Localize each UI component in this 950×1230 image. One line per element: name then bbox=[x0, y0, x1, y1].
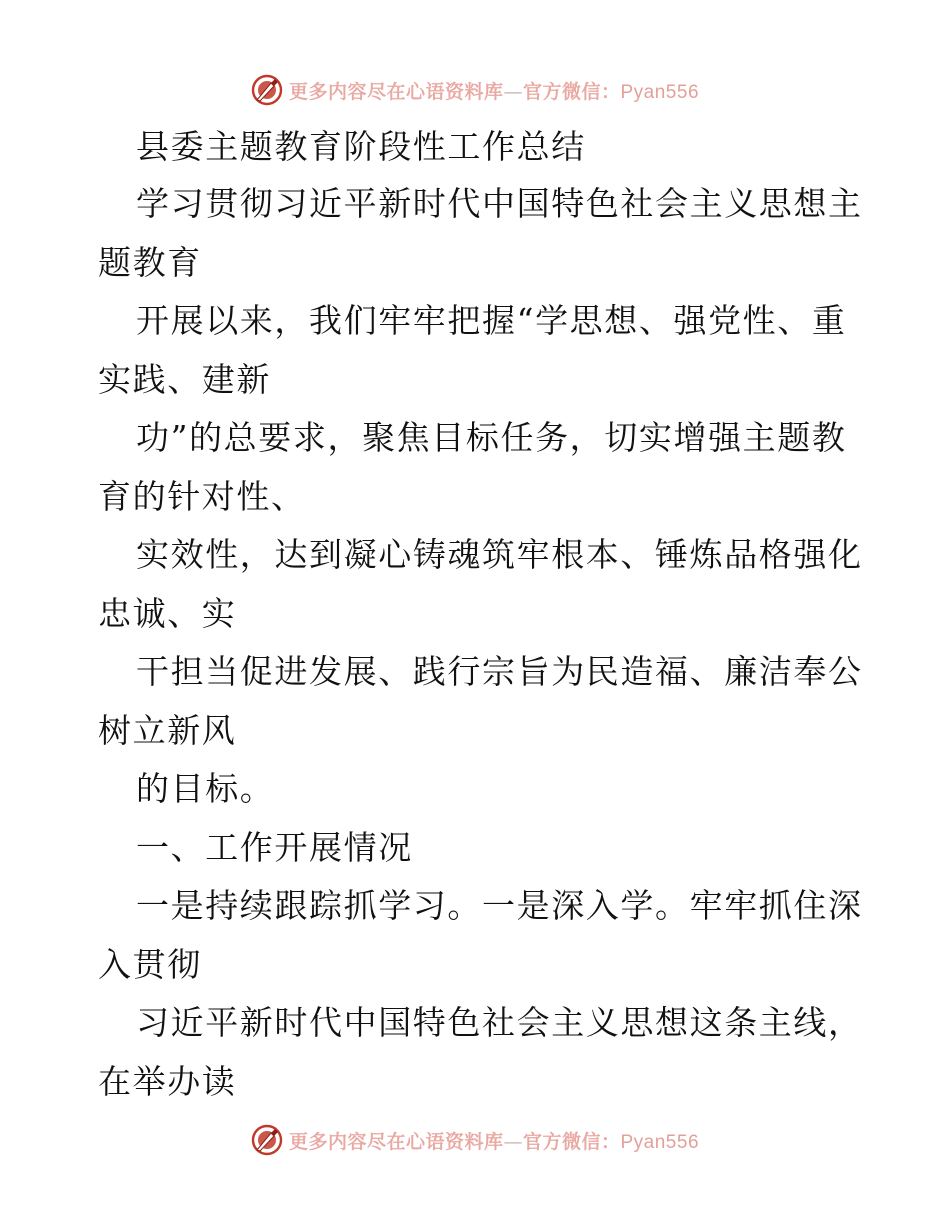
text-line: 题教育 bbox=[98, 243, 202, 282]
text-line: 育的针对性、 bbox=[98, 477, 306, 516]
text-line: 开展以来，我们牢牢把握“学思想、强党性、重 bbox=[136, 301, 847, 340]
text-line: 干担当促进发展、践行宗旨为民造福、廉洁奉公 bbox=[136, 652, 863, 691]
footer-banner-slogan: 更多内容尽在心语资料库 bbox=[288, 1130, 504, 1153]
footer-banner-text bbox=[289, 1127, 699, 1154]
header-banner-text bbox=[289, 77, 699, 104]
footer-banner-contact-label: 官方微信： bbox=[522, 1130, 621, 1153]
document-title: 县委主题教育阶段性工作总结 bbox=[136, 127, 586, 166]
text-line: 在举办读 bbox=[98, 1062, 237, 1101]
text-line: 学习贯彻习近平新时代中国特色社会主义思想主 bbox=[136, 184, 863, 223]
text-line: 的目标。 bbox=[136, 769, 275, 808]
text-line: 实效性，达到凝心铸魂筑牢根本、锤炼品格强化 bbox=[136, 535, 863, 574]
header-banner-separator: — bbox=[503, 80, 523, 103]
footer-banner-separator: — bbox=[503, 1130, 523, 1153]
footer-banner-contact-id: Pyan556 bbox=[620, 1131, 700, 1153]
footer-banner bbox=[0, 1120, 950, 1160]
header-banner-contact-label: 官方微信： bbox=[522, 80, 621, 103]
text-line: 实践、建新 bbox=[98, 360, 271, 399]
text-line: 习近平新时代中国特色社会主义思想这条主线， bbox=[136, 1003, 863, 1042]
pen-logo-icon bbox=[251, 1124, 283, 1156]
text-line: 忠诚、实 bbox=[98, 594, 237, 633]
header-banner bbox=[0, 70, 950, 110]
pen-logo-icon bbox=[251, 74, 283, 106]
text-line: 功”的总要求，聚焦目标任务，切实增强主题教 bbox=[136, 418, 847, 457]
text-line: 树立新风 bbox=[98, 711, 237, 750]
text-line: 一是持续跟踪抓学习。一是深入学。牢牢抓住深 bbox=[136, 886, 863, 925]
header-banner-contact-id: Pyan556 bbox=[620, 81, 700, 103]
header-banner-slogan: 更多内容尽在心语资料库 bbox=[288, 80, 504, 103]
text-line: 入贯彻 bbox=[98, 945, 202, 984]
section-heading: 一、工作开展情况 bbox=[136, 828, 413, 867]
